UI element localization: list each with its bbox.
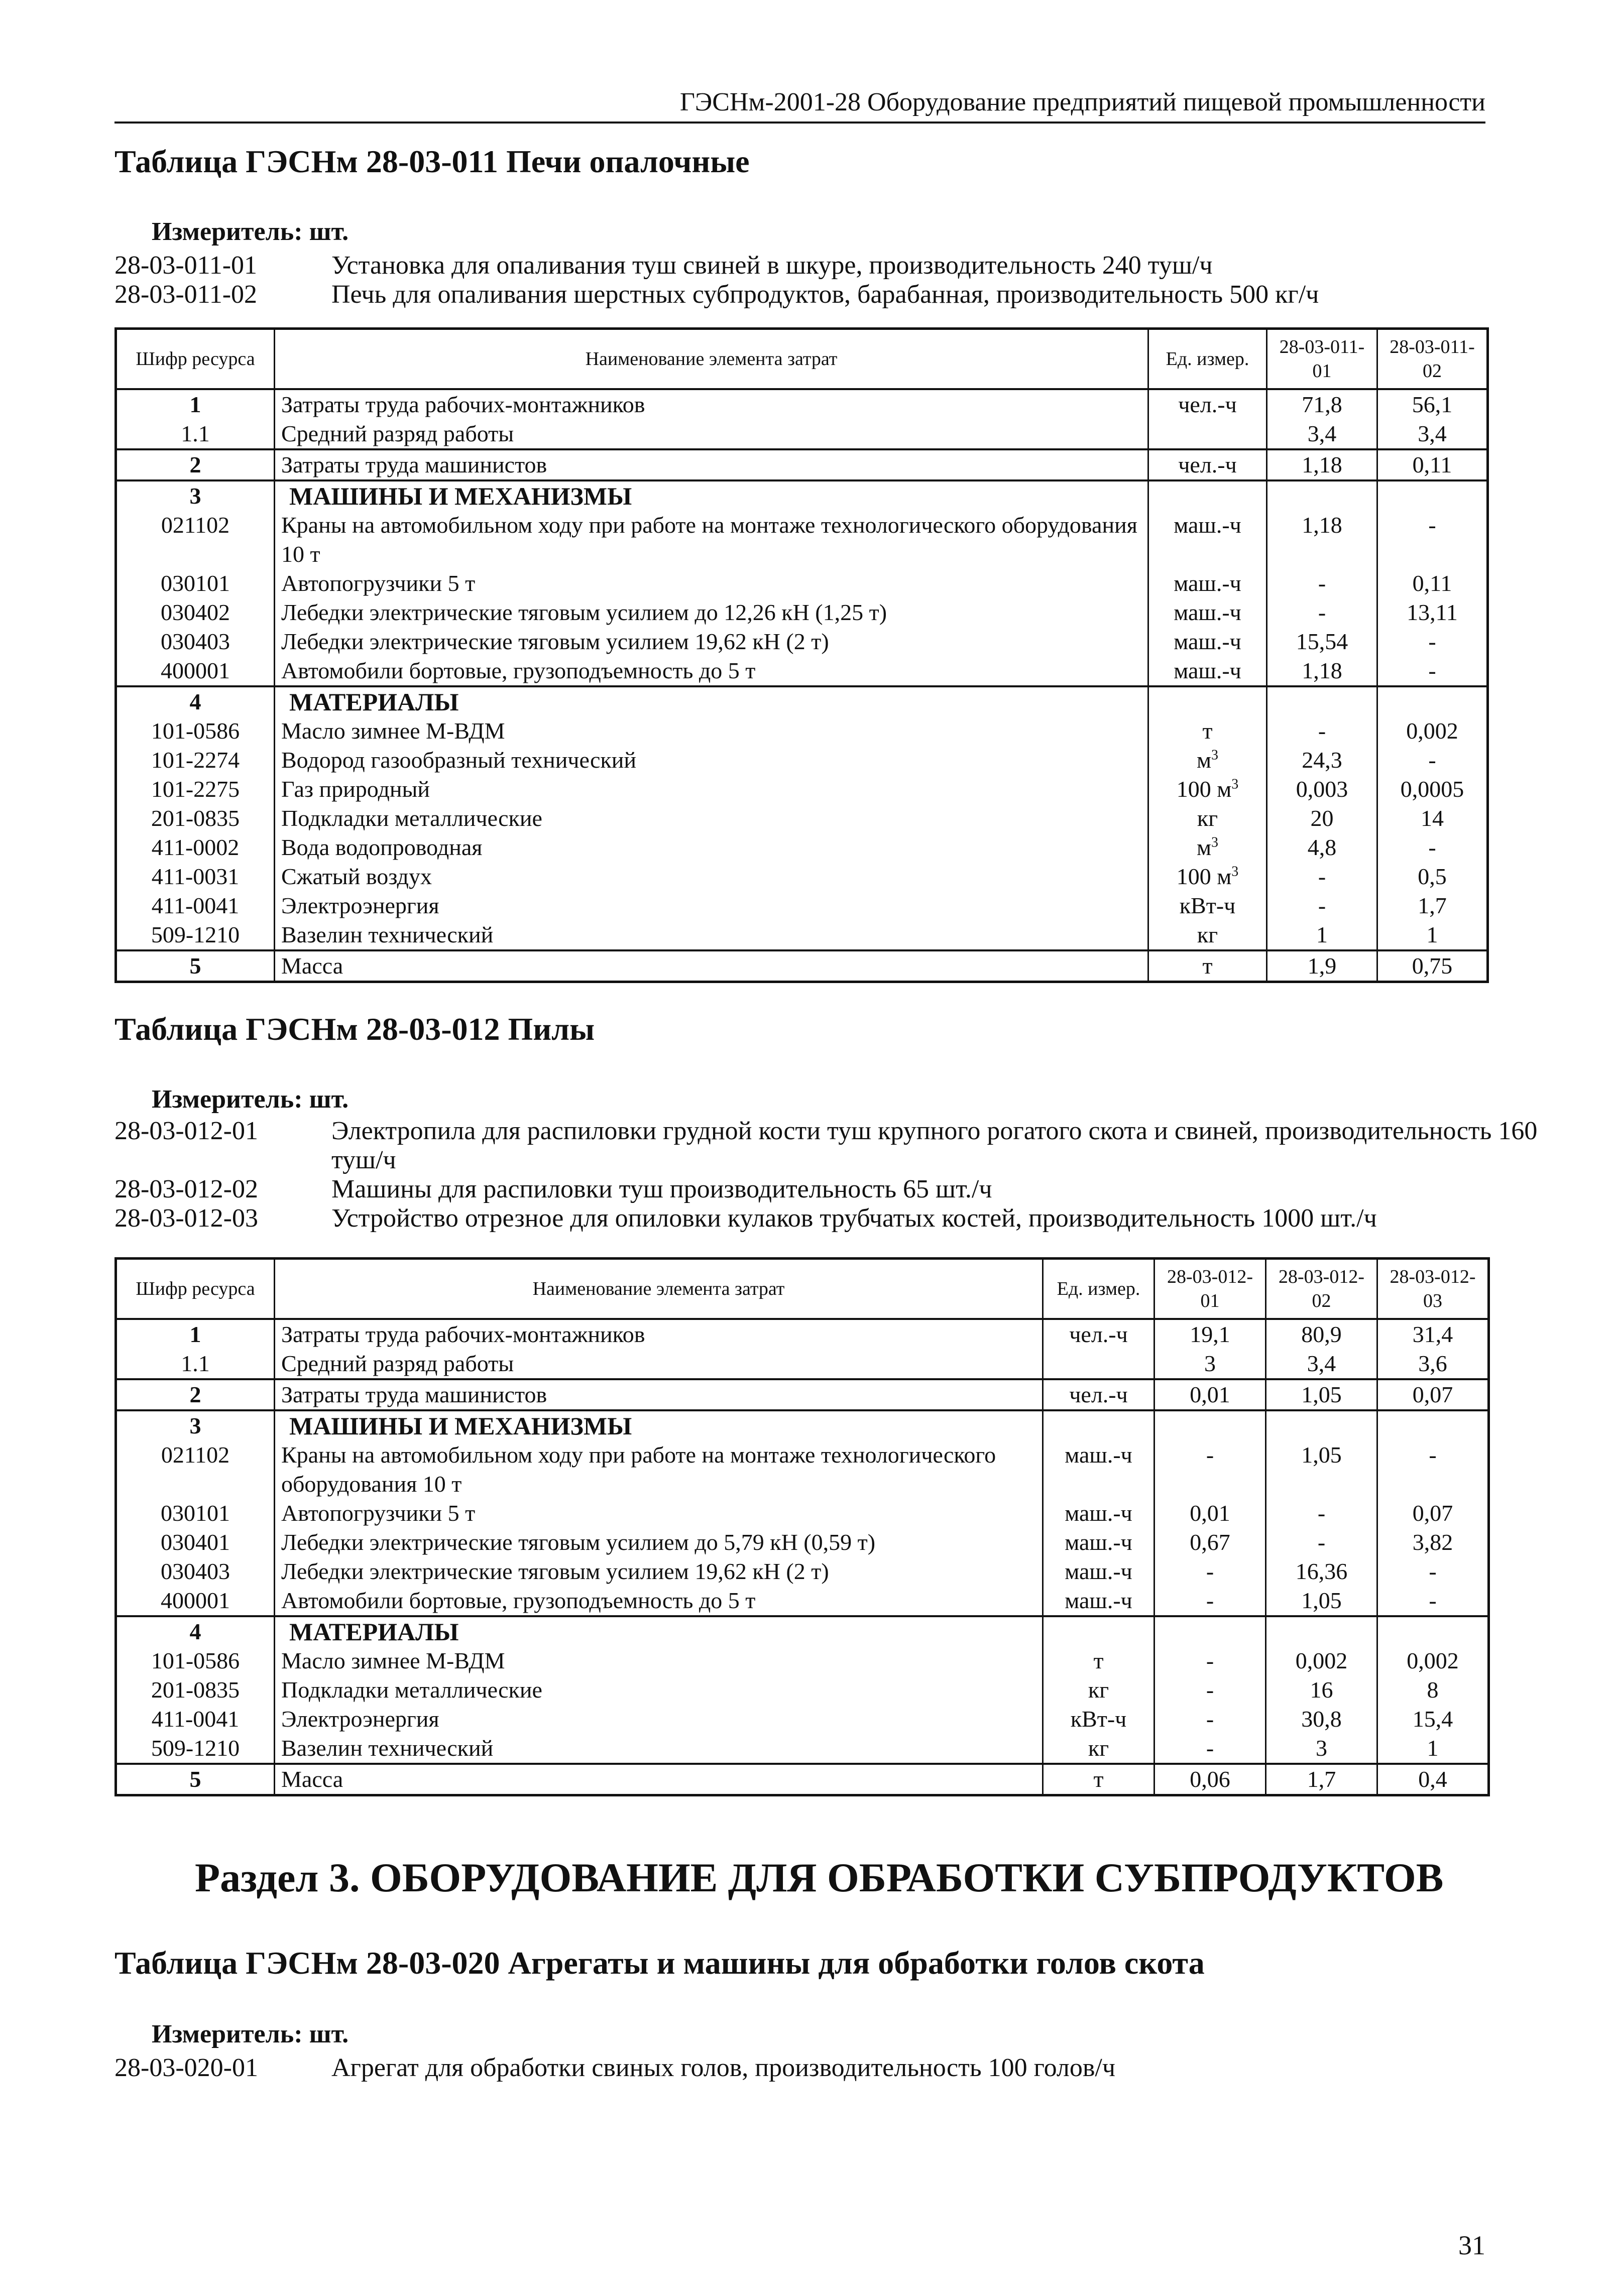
resource-code: 030403 [116,627,275,656]
item-code: 28-03-011-02 [114,280,258,309]
resource-name: Вазелин технический [275,1734,1043,1764]
header-name: Наименование элемента затрат [275,329,1148,390]
unit-cell [1043,1734,1154,1764]
norm-value: 0,01 [1154,1499,1266,1528]
table-row [116,449,1488,480]
table-row [116,1557,1489,1586]
table-row [116,1764,1489,1795]
item-description: Печь для опаливания шерстных субпродуктов, барабанная, производительность 500 кг/ч [331,280,1319,309]
norm-value: 1,7 [1266,1764,1377,1795]
unit-text: маш.-ч [1174,512,1241,538]
resource-name: Затраты труда рабочих-монтажников [275,389,1148,419]
unit-cell [1148,569,1267,598]
norm-value: - [1266,1499,1377,1528]
resource-name: Затраты труда рабочих-монтажников [275,1319,1043,1349]
resource-code: 101-0586 [116,716,275,746]
table-row [116,833,1488,862]
norm-value: 1,18 [1267,449,1377,480]
norm-value: 0,002 [1266,1646,1377,1675]
norm-value [1266,1410,1377,1440]
table-title: Таблица ГЭСНм 28-03-011 Печи опалочные [114,144,750,179]
resource-name: Лебедки электрические тяговым усилием 19,62 кН (2 т) [275,627,1148,656]
resource-name: Лебедки электрические тяговым усилием 19,62 кН (2 т) [275,1557,1043,1586]
norm-value [1377,686,1488,716]
resource-code: 411-0031 [116,862,275,891]
norm-value: - [1377,656,1488,686]
unit-text: м [1196,834,1212,860]
resource-name: Средний разряд работы [275,419,1148,449]
unit-exponent: 3 [1211,834,1219,851]
norm-value: - [1377,833,1488,862]
norm-value: 16,36 [1266,1557,1377,1586]
section-heading: МАШИНЫ И МЕХАНИЗМЫ [275,1410,1043,1440]
page-number: 31 [1458,2230,1485,2260]
unit-cell [1148,419,1267,449]
norm-value: 24,3 [1267,746,1377,775]
resource-name: Масса [275,950,1148,982]
norm-value: 1,9 [1267,950,1377,982]
norm-value: 3,82 [1377,1528,1489,1557]
norm-value: - [1267,862,1377,891]
resource-code: 030101 [116,1499,275,1528]
resource-code: 030401 [116,1528,275,1557]
item-description: Установка для опаливания туш свиней в шкуре, производительность 240 туш/ч [331,251,1213,280]
norm-value: 1 [1267,920,1377,950]
table-row [116,1646,1489,1675]
table-row [116,1440,1489,1499]
norm-value: 3,4 [1266,1349,1377,1379]
norm-value: 0,07 [1377,1379,1489,1410]
norm-value: - [1154,1440,1266,1499]
unit-cell [1148,804,1267,833]
table-row [116,1319,1489,1349]
norm-value: 8 [1377,1675,1489,1705]
table-row [116,1379,1489,1410]
header-name: Наименование элемента затрат [275,1259,1043,1319]
norm-value [1267,480,1377,511]
unit-cell [1148,686,1267,716]
unit-cell [1043,1379,1154,1410]
norm-value: - [1154,1734,1266,1764]
norm-value: 13,11 [1377,598,1488,627]
unit-cell [1148,833,1267,862]
resource-name: Подкладки металлические [275,804,1148,833]
unit-label: Измеритель: [152,1085,303,1114]
unit-cell [1043,1410,1154,1440]
unit-label: Измеритель: [152,2020,303,2048]
table-row [116,920,1488,950]
norm-value: 0,003 [1267,775,1377,804]
unit-cell [1148,627,1267,656]
table-header-row [116,1259,1489,1319]
resource-code: 411-0041 [116,1705,275,1734]
norm-value: 3,4 [1377,419,1488,449]
norm-value: 1,05 [1266,1586,1377,1616]
unit-exponent: 3 [1231,864,1239,880]
unit-line [152,217,349,247]
unit-cell [1148,511,1267,569]
resource-name: Сжатый воздух [275,862,1148,891]
unit-text: 100 м [1176,776,1232,802]
resource-code: 101-2275 [116,775,275,804]
unit-cell [1043,1616,1154,1646]
section-heading: МАТЕРИАЛЫ [275,1616,1043,1646]
resource-code: 2 [116,1379,275,1410]
resource-code: 201-0835 [116,804,275,833]
resource-code: 1.1 [116,1349,275,1379]
unit-text: кг [1088,1677,1109,1703]
resource-name: Масса [275,1764,1043,1795]
table-row [116,716,1488,746]
norm-value: 0,06 [1154,1764,1266,1795]
unit-text: маш.-ч [1174,658,1241,683]
unit-text: т [1093,1648,1104,1673]
norm-value: 3,4 [1267,419,1377,449]
norm-value: - [1154,1586,1266,1616]
table-row [116,419,1488,449]
unit-cell [1148,598,1267,627]
resource-name: Газ природный [275,775,1148,804]
norm-value [1377,1410,1489,1440]
norm-value [1267,686,1377,716]
unit-value: шт. [309,1085,349,1114]
norm-value: 19,1 [1154,1319,1266,1349]
resource-code: 509-1210 [116,1734,275,1764]
norm-value: 3 [1266,1734,1377,1764]
norm-value: 0,07 [1377,1499,1489,1528]
unit-cell [1148,950,1267,982]
resource-code: 5 [116,1764,275,1795]
unit-text: кВт-ч [1070,1706,1127,1732]
norm-value: 16 [1266,1675,1377,1705]
unit-cell [1148,716,1267,746]
table-row [116,598,1488,627]
table-row [116,656,1488,686]
norm-value: 0,002 [1377,1646,1489,1675]
norm-value [1377,1616,1489,1646]
table-row [116,1675,1489,1705]
resource-code: 021102 [116,1440,275,1499]
norm-value [1266,1616,1377,1646]
unit-text: т [1202,718,1213,744]
unit-exponent: 3 [1211,747,1219,763]
resource-code: 030402 [116,598,275,627]
table-title: Таблица ГЭСНм 28-03-020 Агрегаты и машины для обработки голов скота [114,1945,1205,1981]
table-row [116,1586,1489,1616]
unit-line [152,2019,349,2049]
unit-cell [1043,1586,1154,1616]
unit-text: кг [1088,1735,1109,1761]
resource-name: Масло зимнее М-ВДМ [275,1646,1043,1675]
norm-value: 0,11 [1377,449,1488,480]
resource-code: 1 [116,389,275,419]
resource-name: Лебедки электрические тяговым усилием до 5,79 кН (0,59 т) [275,1528,1043,1557]
resource-name: Средний разряд работы [275,1349,1043,1379]
unit-text: чел.-ч [1069,1321,1128,1347]
norm-value [1377,480,1488,511]
norm-value: 0,11 [1377,569,1488,598]
norm-value [1154,1616,1266,1646]
table-row [116,891,1488,920]
header-code: Шифр ресурса [116,1259,275,1319]
norm-value: 15,54 [1267,627,1377,656]
unit-value: шт. [309,2020,349,2048]
running-header: ГЭСНм-2001-28 Оборудование предприятий пищевой промышленности [679,88,1485,116]
resource-code: 4 [116,686,275,716]
resource-code: 411-0041 [116,891,275,920]
unit-text: кВт-ч [1179,893,1236,918]
resource-name: Затраты труда машинистов [275,449,1148,480]
unit-text: маш.-ч [1065,1529,1132,1555]
unit-text: 100 м [1176,864,1232,889]
table-header-row [116,329,1488,390]
resource-name: Лебедки электрические тяговым усилием до 12,26 кН (1,25 т) [275,598,1148,627]
norm-value: 1,05 [1266,1440,1377,1499]
norm-value: - [1377,627,1488,656]
table-row [116,950,1488,982]
resource-name: Электроэнергия [275,1705,1043,1734]
resource-code: 021102 [116,511,275,569]
unit-text: маш.-ч [1065,1588,1132,1613]
unit-cell [1148,389,1267,419]
resource-table [114,1257,1490,1796]
norm-value: - [1377,511,1488,569]
norm-value: 20 [1267,804,1377,833]
norm-value: 15,4 [1377,1705,1489,1734]
table-row [116,569,1488,598]
unit-cell [1148,891,1267,920]
resource-code: 4 [116,1616,275,1646]
unit-cell [1043,1528,1154,1557]
table-row [116,627,1488,656]
unit-text: чел.-ч [1178,392,1237,417]
norm-value: 1,7 [1377,891,1488,920]
table-row [116,1499,1489,1528]
resource-name: Вазелин технический [275,920,1148,950]
header-unit: Ед. измер. [1148,329,1267,390]
table-row [116,862,1488,891]
resource-code: 030403 [116,1557,275,1586]
table-title: Таблица ГЭСНм 28-03-012 Пилы [114,1011,595,1047]
unit-cell [1148,862,1267,891]
item-code: 28-03-012-02 [114,1175,258,1203]
norm-value: 31,4 [1377,1319,1489,1349]
table-row [116,1528,1489,1557]
resource-code: 400001 [116,656,275,686]
unit-text: чел.-ч [1178,452,1237,477]
norm-value: 0,75 [1377,950,1488,982]
norm-value: 1 [1377,920,1488,950]
table-row [116,804,1488,833]
norm-value: - [1267,716,1377,746]
norm-value: 80,9 [1266,1319,1377,1349]
unit-text: маш.-ч [1065,1500,1132,1526]
section-heading: МАШИНЫ И МЕХАНИЗМЫ [275,480,1148,511]
header-norm-code: 28-03-011-01 [1267,329,1377,390]
unit-text: маш.-ч [1065,1558,1132,1584]
norm-value [1154,1410,1266,1440]
unit-text: маш.-ч [1174,629,1241,654]
norm-value: 0,0005 [1377,775,1488,804]
norm-value: 0,01 [1154,1379,1266,1410]
resource-name: Автомобили бортовые, грузоподъемность до 5 т [275,656,1148,686]
resource-code: 2 [116,449,275,480]
unit-text: т [1093,1766,1104,1792]
table-row [116,746,1488,775]
section-title: Раздел 3. ОБОРУДОВАНИЕ ДЛЯ ОБРАБОТКИ СУБПРОДУКТОВ [195,1855,1444,1900]
norm-value: 1,18 [1267,511,1377,569]
resource-table [114,327,1489,983]
section-row [116,686,1488,716]
resource-name: Водород газообразный технический [275,746,1148,775]
norm-value: 0,5 [1377,862,1488,891]
resource-name: Краны на автомобильном ходу при работе на монтаже технологического оборудования 10 т [275,1440,1043,1499]
resource-code: 3 [116,480,275,511]
norm-value: - [1377,1586,1489,1616]
norm-value: - [1154,1705,1266,1734]
resource-code: 509-1210 [116,920,275,950]
resource-name: Автомобили бортовые, грузоподъемность до 5 т [275,1586,1043,1616]
unit-text: т [1202,953,1213,979]
norm-value: 0,4 [1377,1764,1489,1795]
norm-value: - [1266,1528,1377,1557]
section-row [116,1410,1489,1440]
item-description: Агрегат для обработки свиных голов, производительность 100 голов/ч [331,2053,1116,2082]
item-description: Электропила для распиловки грудной кости туш крупного рогатого скота и свиней, производительность 160 туш/ч [331,1117,1538,1174]
norm-value: 1,05 [1266,1379,1377,1410]
norm-value: 0,002 [1377,716,1488,746]
header-rule [114,122,1485,124]
header-unit: Ед. измер. [1043,1259,1154,1319]
unit-text: кг [1197,805,1218,831]
resource-name: Автопогрузчики 5 т [275,569,1148,598]
unit-line [152,1084,349,1115]
norm-value: 71,8 [1267,389,1377,419]
norm-value: - [1377,1557,1489,1586]
norm-value: 0,67 [1154,1528,1266,1557]
header-norm-code: 28-03-012-03 [1377,1259,1489,1319]
norm-value: - [1267,598,1377,627]
item-description: Устройство отрезное для опиловки кулаков трубчатых костей, производительность 1000 шт./ч [331,1204,1377,1233]
norm-value: 1 [1377,1734,1489,1764]
resource-name: Масло зимнее М-ВДМ [275,716,1148,746]
norm-value: - [1154,1557,1266,1586]
resource-code: 030101 [116,569,275,598]
table-row [116,775,1488,804]
unit-cell [1148,746,1267,775]
resource-name: Вода водопроводная [275,833,1148,862]
header-norm-code: 28-03-012-01 [1154,1259,1266,1319]
norm-value: 4,8 [1267,833,1377,862]
resource-code: 3 [116,1410,275,1440]
resource-code: 1 [116,1319,275,1349]
header-norm-code: 28-03-012-02 [1266,1259,1377,1319]
resource-name: Автопогрузчики 5 т [275,1499,1043,1528]
unit-cell [1043,1319,1154,1349]
norm-value: - [1377,1440,1489,1499]
norm-value: 3,6 [1377,1349,1489,1379]
section-heading: МАТЕРИАЛЫ [275,686,1148,716]
table-row [116,1349,1489,1379]
norm-value: 30,8 [1266,1705,1377,1734]
unit-text: кг [1197,922,1218,947]
section-row [116,480,1488,511]
norm-value: - [1377,746,1488,775]
unit-cell [1043,1349,1154,1379]
header-code: Шифр ресурса [116,329,275,390]
norm-value: - [1154,1646,1266,1675]
norm-value: 56,1 [1377,389,1488,419]
resource-code: 400001 [116,1586,275,1616]
header-norm-code: 28-03-011-02 [1377,329,1488,390]
resource-name: Электроэнергия [275,891,1148,920]
resource-code: 5 [116,950,275,982]
unit-value: шт. [309,217,349,246]
unit-cell [1148,920,1267,950]
norm-value: 1,18 [1267,656,1377,686]
unit-cell [1148,656,1267,686]
unit-text: чел.-ч [1069,1382,1128,1407]
norm-value: 3 [1154,1349,1266,1379]
norm-value: 14 [1377,804,1488,833]
resource-name: Затраты труда машинистов [275,1379,1043,1410]
resource-code: 1.1 [116,419,275,449]
item-code: 28-03-012-03 [114,1204,258,1233]
norm-value: - [1267,891,1377,920]
resource-code: 101-2274 [116,746,275,775]
table-row [116,389,1488,419]
item-code: 28-03-012-01 [114,1117,258,1145]
resource-code: 201-0835 [116,1675,275,1705]
unit-cell [1043,1646,1154,1675]
unit-cell [1043,1764,1154,1795]
unit-cell [1148,480,1267,511]
item-code: 28-03-011-01 [114,251,258,280]
unit-cell [1148,775,1267,804]
resource-name: Подкладки металлические [275,1675,1043,1705]
norm-value: - [1267,569,1377,598]
resource-code: 411-0002 [116,833,275,862]
unit-text: маш.-ч [1065,1442,1132,1468]
unit-cell [1043,1440,1154,1499]
section-row [116,1616,1489,1646]
norm-value: - [1154,1675,1266,1705]
unit-cell [1043,1557,1154,1586]
table-row [116,511,1488,569]
resource-name: Краны на автомобильном ходу при работе на монтаже технологического оборудования 10 т [275,511,1148,569]
unit-cell [1043,1499,1154,1528]
unit-text: м [1196,747,1212,773]
unit-cell [1148,449,1267,480]
unit-cell [1043,1675,1154,1705]
unit-label: Измеритель: [152,217,303,246]
unit-text: маш.-ч [1174,599,1241,625]
unit-exponent: 3 [1231,776,1239,792]
item-description: Машины для распиловки туш производительность 65 шт./ч [331,1175,992,1203]
resource-code: 101-0586 [116,1646,275,1675]
unit-cell [1043,1705,1154,1734]
unit-text: маш.-ч [1174,570,1241,596]
table-row [116,1734,1489,1764]
item-code: 28-03-020-01 [114,2053,258,2082]
table-row [116,1705,1489,1734]
